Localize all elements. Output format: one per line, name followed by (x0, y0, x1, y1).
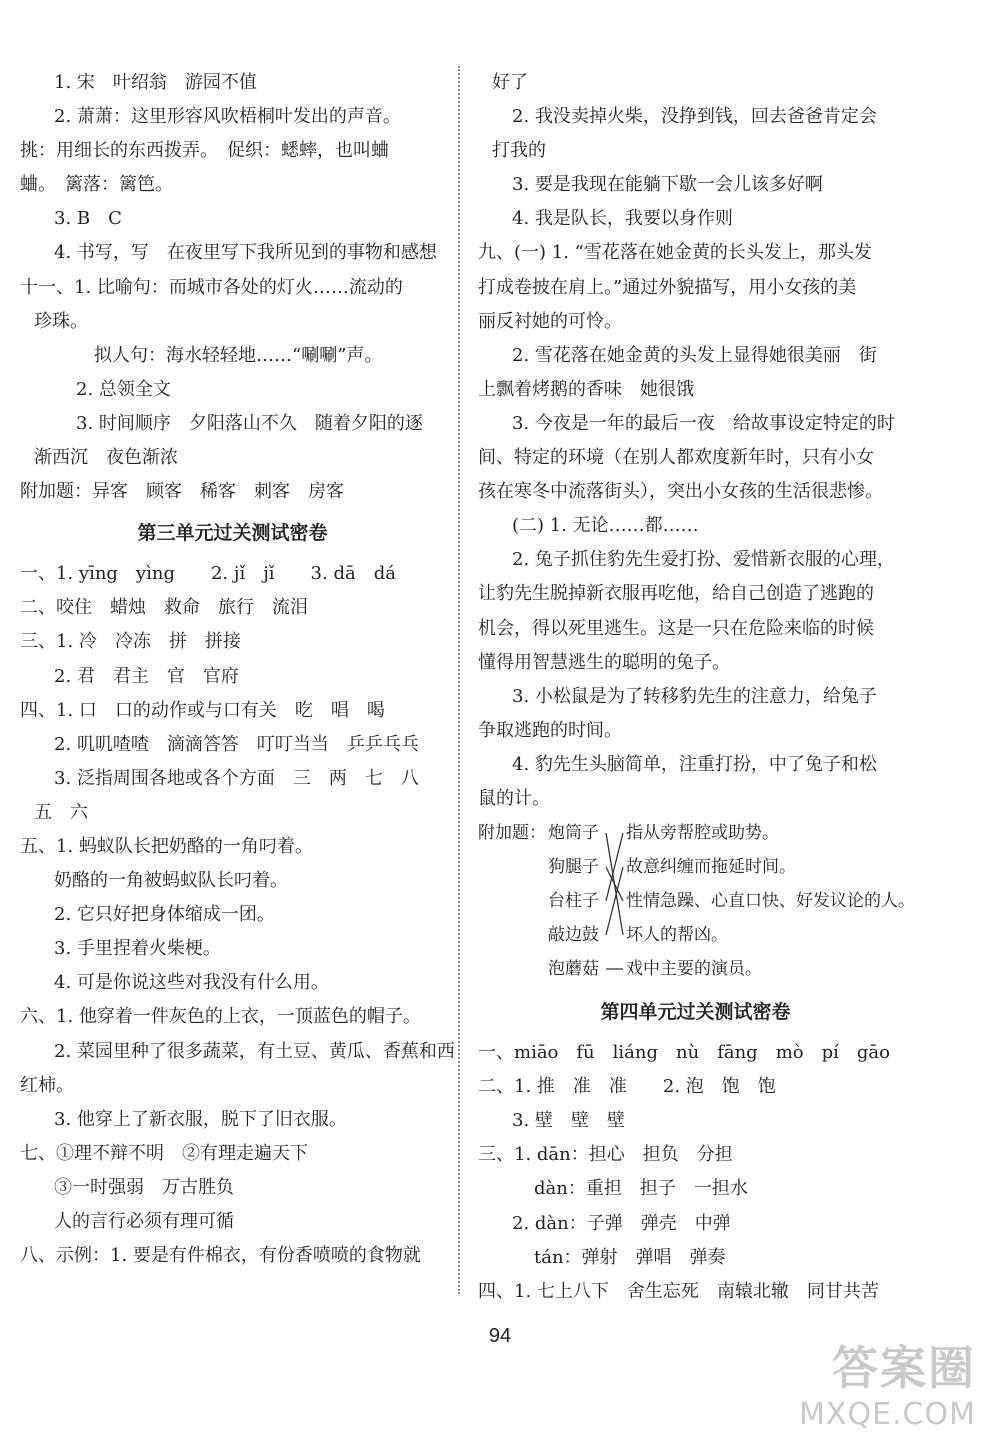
text-line: 3. 今夜是一年的最后一夜 给故事设定特定的时 (512, 412, 895, 434)
text-line: 五 六 (34, 801, 88, 823)
text-line: 2. 雪花落在她金黄的头发上显得她很美丽 街 (512, 344, 877, 366)
text-line: 四、1. 七上八下 舍生忘死 南辕北辙 同甘共苦 (478, 1280, 879, 1302)
matching-prefix: 附加题： (478, 823, 546, 844)
text-line: 2. 它只好把身体缩成一团。 (54, 904, 275, 926)
text-line: 一、1. yīng yìng 2. jǐ jǐ 3. dā dá (20, 563, 396, 585)
text-line: 2. 总领全文 (76, 378, 171, 400)
matching-meaning: 坏人的帮凶。 (626, 925, 728, 946)
text-line: 蛐。 篱落：篱笆。 (20, 174, 173, 196)
matching-exercise (478, 816, 913, 988)
matching-connector (606, 867, 623, 935)
section-title: 第四单元过关测试密卷 (600, 1001, 791, 1024)
text-line: 3. B C (54, 208, 122, 230)
text-line: 拟人句：海水轻轻地……“唰唰”声。 (94, 344, 383, 366)
matching-term: 台柱子 (548, 891, 599, 912)
text-line: 二、咬住 蜡烛 救命 旅行 流泪 (20, 597, 308, 619)
text-line: 十一、1. 比喻句：而城市各处的灯火……流动的 (20, 276, 403, 298)
text-line: 4. 我是队长，我要以身作则 (512, 208, 733, 230)
text-line: 人的言行必须有理可循 (54, 1211, 234, 1232)
text-line: 2. 兔子抓住豹先生爱打扮、爱惜新衣服的心理， (512, 549, 895, 571)
text-line: 2. 萧萧：这里形容风吹梧桐叶发出的声音。 (54, 106, 401, 128)
page-number: 94 (488, 1325, 512, 1347)
section-title: 第三单元过关测试密卷 (137, 522, 328, 545)
text-line: 2. 菜园里种了很多蔬菜，有土豆、黄瓜、香蕉和西 (54, 1040, 455, 1062)
left-column (20, 66, 455, 1273)
matching-lines (478, 816, 913, 988)
text-line: 挑：用细长的东西拨弄。 促织：蟋蟀，也叫蛐 (20, 140, 389, 162)
text-line: 3. 小松鼠是为了转移豹先生的注意力，给兔子 (512, 685, 877, 707)
matching-connector (606, 867, 623, 901)
matching-meaning: 戏中主要的演员。 (626, 959, 762, 980)
text-line: 珍珠。 (34, 310, 88, 332)
text-line: 九、(一) 1. “雪花落在她金黄的长头发上，那头发 (478, 242, 872, 264)
text-line: 附加题：异客 顾客 稀客 刺客 房客 (20, 481, 344, 503)
text-line: 2. 君 君主 官 官府 (54, 665, 239, 687)
watermark-logo (782, 1328, 982, 1438)
matching-meaning: 性情急躁、心直口快、好发议论的人。 (626, 891, 915, 912)
text-line: 三、1. 冷 冷冻 拼 拼接 (20, 631, 241, 653)
watermark-line2: MXQE.COM (799, 1397, 976, 1432)
matching-term: 泡蘑菇 (548, 959, 599, 980)
text-line: 好了 (492, 72, 528, 93)
text-line: 奶酪的一角被蚂蚁队长叼着。 (54, 870, 288, 892)
text-line: 3. 要是我现在能躺下歇一会儿该多好啊 (512, 174, 823, 196)
text-line: 孩在寒冬中流落街头），突出小女孩的生活很悲惨。 (478, 481, 883, 503)
text-line: 2. 我没卖掉火柴，没挣到钱，回去爸爸肯定会 (512, 106, 877, 128)
text-line: 三、1. dān：担心 担负 分担 (478, 1144, 733, 1166)
text-line: 4. 豹先生头脑简单，注重打扮，中了兔子和松 (512, 753, 877, 775)
text-line: 一、miāo fū liáng nù fāng mò pí gāo (478, 1042, 890, 1064)
text-line: 争取逃跑的时间。 (478, 719, 622, 741)
text-line: 懂得用智慧逃生的聪明的兔子。 (478, 651, 730, 673)
matching-meaning: 指从旁帮腔或助势。 (626, 823, 779, 844)
text-line: 间、特定的环境（在别人都欢度新年时，只有小女 (478, 447, 874, 469)
text-line: 2. dàn：子弹 弹壳 中弹 (512, 1212, 731, 1234)
matching-meaning: 故意纠缠而拖延时间。 (626, 857, 796, 878)
matching-term: 敲边鼓 (548, 925, 599, 946)
text-line: 六、1. 他穿着一件灰色的上衣，一顶蓝色的帽子。 (20, 1006, 421, 1028)
text-line: 七、①理不辩不明 ②有理走遍天下 (20, 1142, 308, 1164)
matching-term: 狗腿子 (548, 857, 599, 878)
matching-connector (606, 833, 623, 901)
text-line: 4. 可是你说这些对我没有什么用。 (54, 972, 329, 994)
column-divider (458, 66, 460, 1294)
text-line: 丽反衬她的可怜。 (478, 310, 622, 332)
text-line: 八、示例：1. 要是有件棉衣，有份香喷喷的食物就 (20, 1245, 421, 1267)
text-line: 3. 时间顺序 夕阳落山不久 随着夕阳的逐 (76, 412, 423, 434)
matching-term: 炮筒子 (548, 823, 599, 844)
text-line: 4. 书写，写 在夜里写下我所见到的事物和感想 (54, 242, 437, 264)
text-line: 四、1. 口 口的动作或与口有关 吃 唱 喝 (20, 699, 385, 721)
text-line: 让豹先生脱掉新衣服再吃他，给自己创造了逃跑的 (478, 583, 874, 605)
text-line: dàn：重担 担子 一担水 (534, 1178, 748, 1200)
text-line: 打我的 (492, 140, 546, 162)
text-line: 机会，得以死里逃生。这是一只在危险来临的时候 (478, 617, 874, 639)
text-line: 1. 宋 叶绍翁 游园不值 (54, 72, 257, 93)
text-line: tán：弹射 弹唱 弹奏 (534, 1246, 726, 1268)
text-line: (二) 1. 无论……都…… (512, 515, 699, 537)
text-line: ③一时强弱 万古胜负 (54, 1176, 234, 1198)
text-line: 3. 泛指周围各地或各个方面 三 两 七 八 (54, 767, 419, 789)
text-line: 3. 他穿上了新衣服，脱下了旧衣服。 (54, 1108, 347, 1130)
text-line: 2. 叽叽喳喳 滴滴答答 叮叮当当 乒乒乓乓 (54, 733, 419, 755)
text-line: 3. 壁 壁 壁 (512, 1110, 625, 1132)
watermark-line1: 答案圈 (832, 1341, 976, 1395)
text-line: 上飘着烤鹅的香味 她很饿 (478, 378, 694, 400)
text-line: 渐西沉 夜色渐浓 (34, 447, 178, 469)
text-line: 二、1. 推 准 准 2. 泡 饱 饱 (478, 1076, 776, 1098)
text-line: 红柿。 (20, 1074, 74, 1096)
text-line: 3. 手里捏着火柴梗。 (54, 938, 221, 960)
text-line: 五、1. 蚂蚁队长把奶酪的一角叼着。 (20, 835, 313, 857)
text-line: 打成卷披在肩上。”通过外貌描写，用小女孩的美 (478, 276, 857, 298)
text-line: 鼠的计。 (478, 787, 550, 809)
right-column (478, 66, 913, 1309)
